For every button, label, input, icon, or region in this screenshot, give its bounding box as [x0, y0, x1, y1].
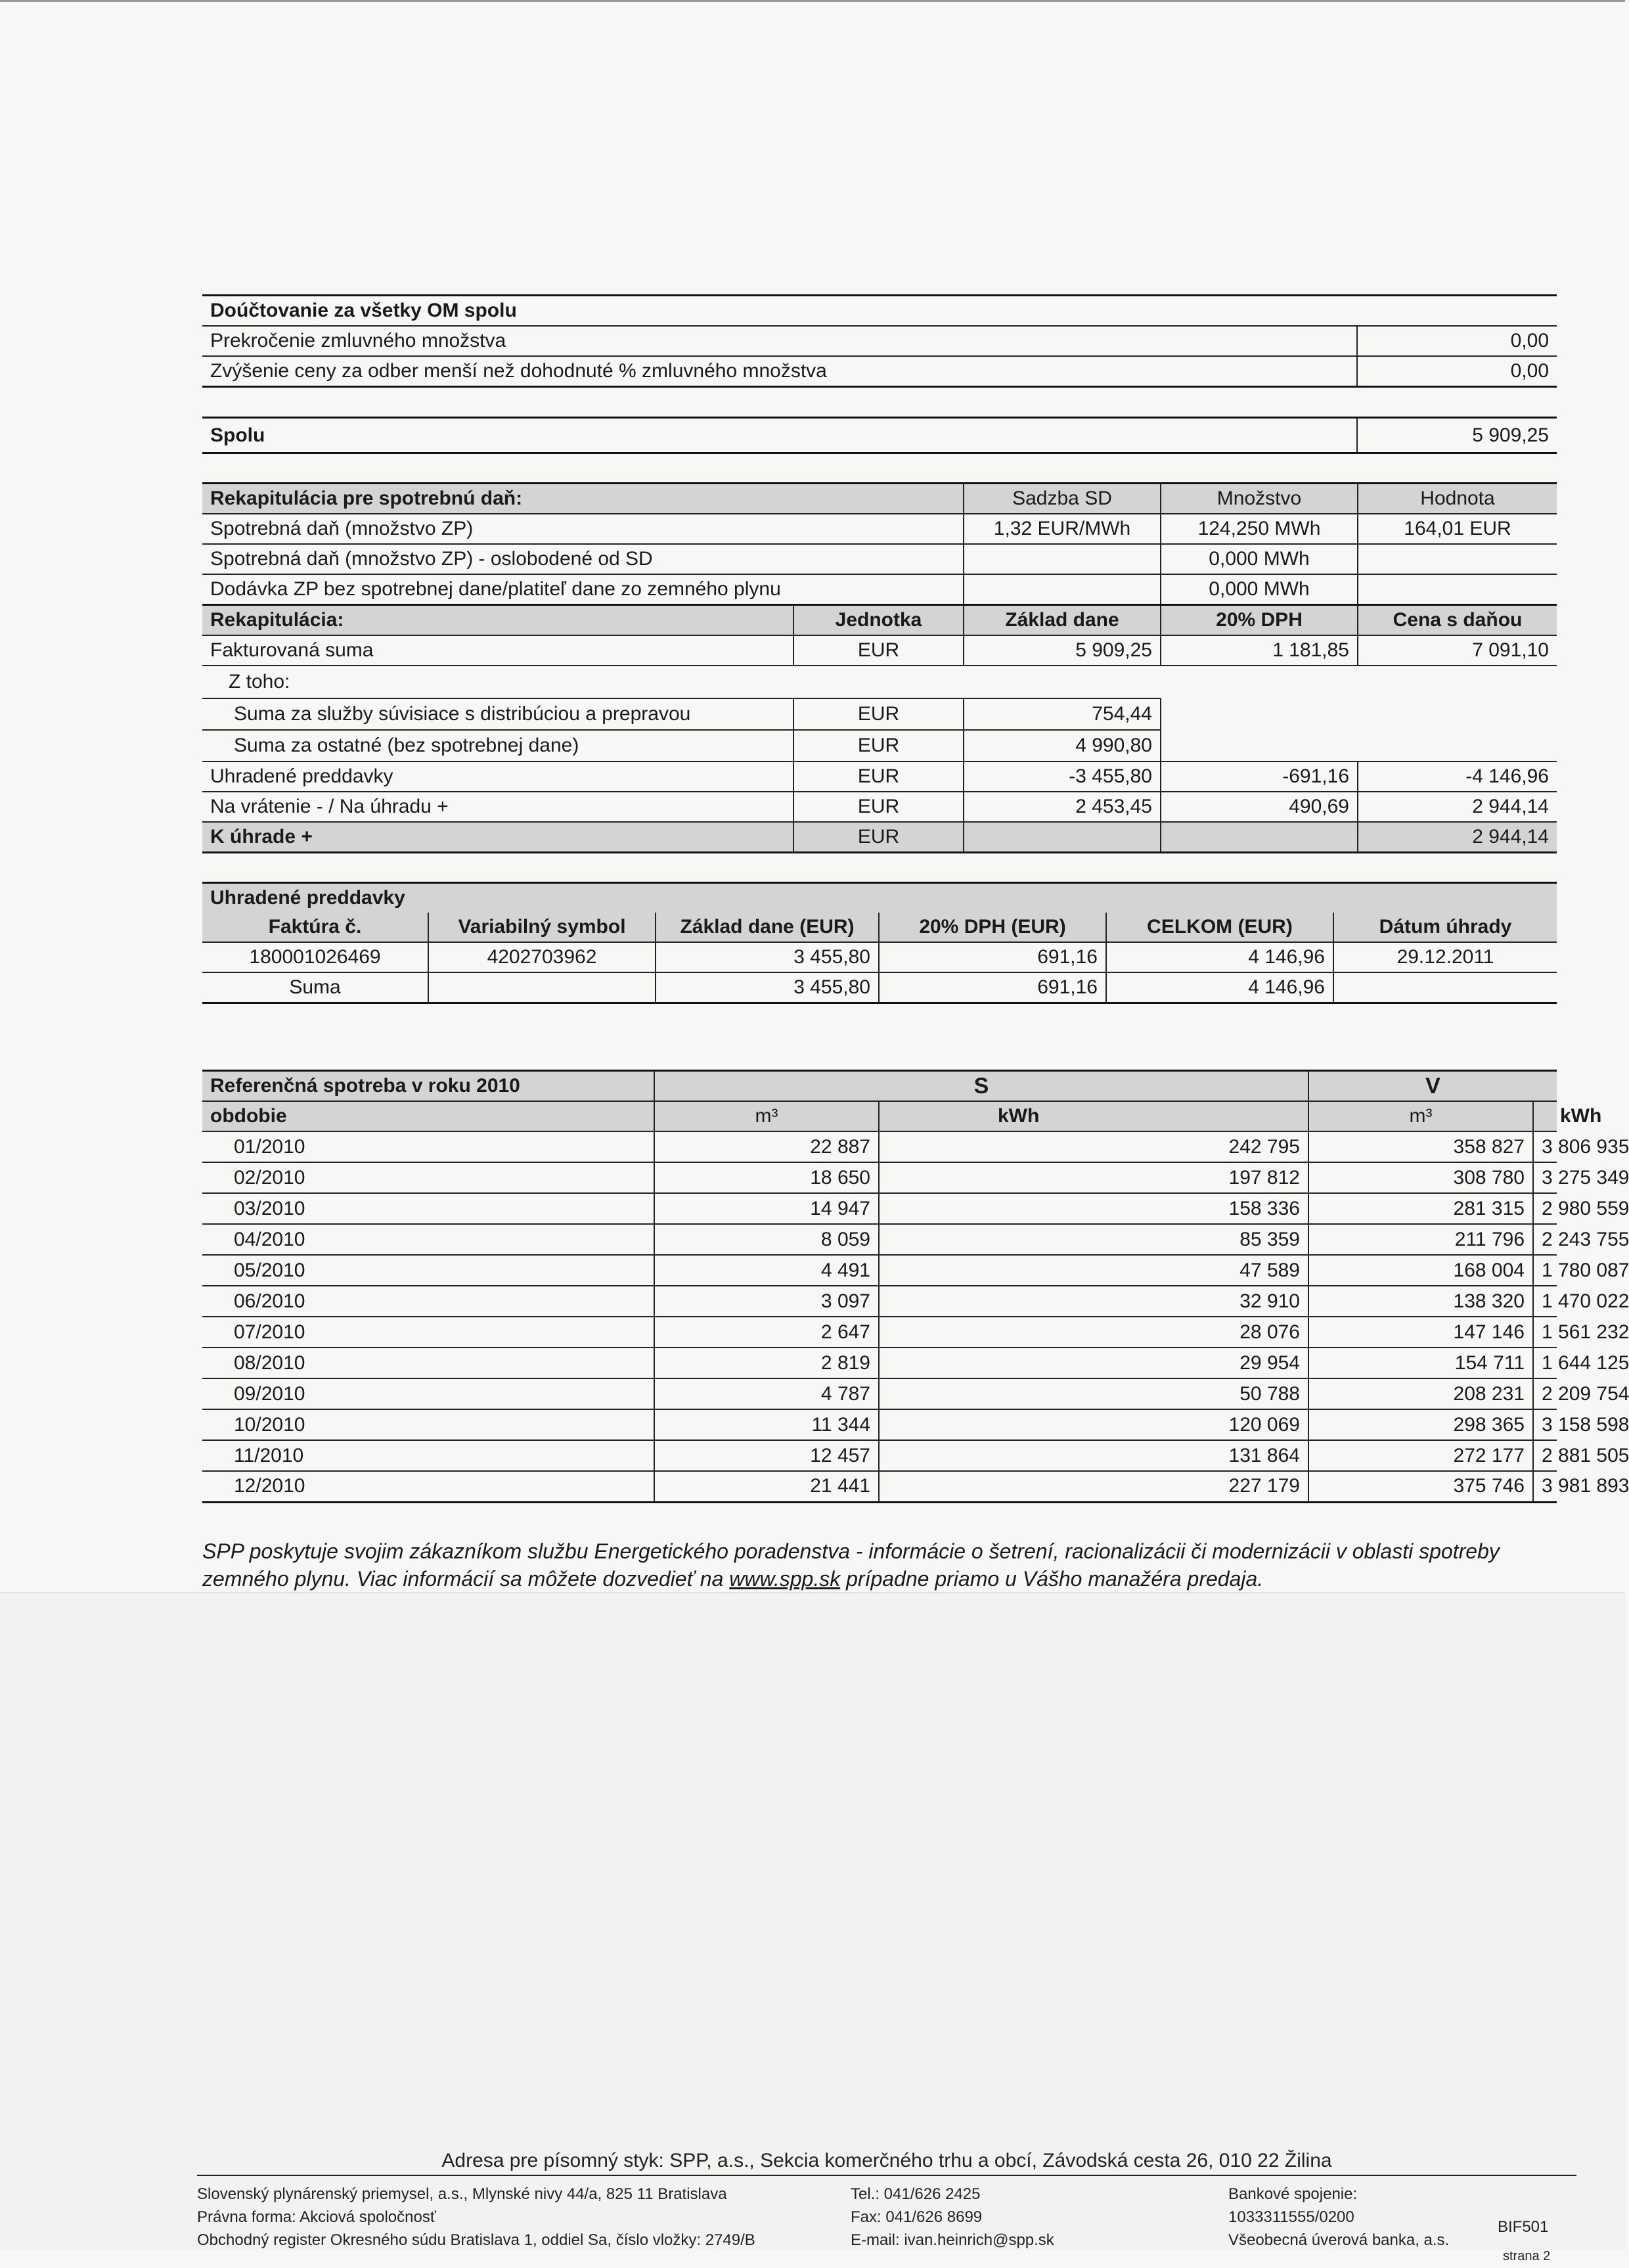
reference-body [202, 1131, 1629, 1502]
recap-total: 7 091,10 [1358, 635, 1557, 666]
excise-value: 164,01 EUR [1358, 514, 1557, 544]
recap-due-label: K úhrade + [202, 822, 793, 853]
advances-total: 4 146,96 [1106, 942, 1333, 972]
recap-sub-row [202, 698, 1557, 730]
bank-line: 1033311555/0200 [1228, 2208, 1354, 2226]
postal-address: Adresa pre písomný styk: SPP, a.s., Sekcia komerčného trhu a obcí, Závodská cesta 26, 010 22 Žilina [197, 2150, 1576, 2176]
company-info [197, 2183, 755, 2252]
reference-v-m3: 272 177 [1308, 1440, 1533, 1471]
settlement-row [202, 356, 1557, 387]
recap-base-header: Základ dane [964, 605, 1161, 636]
recap-base: 4 990,80 [964, 730, 1161, 761]
recap-unit: EUR [793, 761, 964, 792]
advances-header: Variabilný symbol [428, 913, 656, 942]
recap-vat-header: 20% DPH [1161, 605, 1358, 636]
reference-v-kwh: 3 158 598 [1533, 1409, 1557, 1440]
reference-s-kwh: 242 795 [879, 1131, 1308, 1162]
reference-period: 03/2010 [234, 1197, 305, 1219]
recap-base: -3 455,80 [964, 761, 1161, 792]
reference-s-kwh: 85 359 [879, 1224, 1308, 1255]
reference-s-kwh: 120 069 [879, 1409, 1308, 1440]
reference-period: 08/2010 [234, 1351, 305, 1374]
company-line: Právna forma: Akciová spoločnosť [197, 2208, 436, 2226]
excise-rate-header: Sadzba SD [964, 484, 1161, 514]
recap-sub-row [202, 730, 1557, 761]
document-code: BIF501 [1498, 2218, 1549, 2236]
reference-s-m3: 14 947 [654, 1193, 879, 1224]
reference-title: Referenčná spotreba v roku 2010 [202, 1071, 654, 1102]
reference-v-kwh: 1 644 125 [1533, 1348, 1557, 1378]
reference-v-kwh: 2 980 559 [1533, 1193, 1557, 1224]
reference-row [202, 1409, 1557, 1440]
reference-row [202, 1440, 1557, 1471]
contact-line: E-mail: ivan.heinrich@spp.sk [851, 2231, 1054, 2249]
recap-invoiced-row [202, 635, 1557, 666]
excise-value-header: Hodnota [1358, 484, 1557, 514]
excise-title: Rekapitulácia pre spotrebnú daň: [202, 484, 964, 514]
reference-v-m3: 138 320 [1308, 1286, 1533, 1317]
reference-period: 09/2010 [234, 1382, 305, 1405]
reference-v-kwh: 3 806 935 [1533, 1131, 1557, 1162]
bank-line: Všeobecná úverová banka, a.s. [1228, 2231, 1450, 2249]
reference-row [202, 1255, 1557, 1286]
settlement-value: 0,00 [1357, 356, 1557, 387]
reference-period: 01/2010 [234, 1135, 305, 1158]
reference-v-kwh: 2 209 754 [1533, 1378, 1557, 1409]
recap-base: 2 453,45 [964, 792, 1161, 822]
recap-label: Suma za ostatné (bez spotrebnej dane) [202, 730, 793, 761]
reference-v-m3: 375 746 [1308, 1471, 1533, 1502]
reference-row [202, 1193, 1557, 1224]
recap-unit: EUR [793, 698, 964, 730]
reference-period: 12/2010 [234, 1475, 305, 1497]
reference-s-kwh: 28 076 [879, 1317, 1308, 1348]
advisory-link[interactable]: www.spp.sk [729, 1567, 841, 1591]
reference-v-kwh: 2 243 755 [1533, 1224, 1557, 1255]
reference-v-kwh: 3 275 349 [1533, 1162, 1557, 1193]
reference-row [202, 1131, 1557, 1162]
reference-period-header: obdobie [202, 1101, 654, 1131]
excise-label: Dodávka ZP bez spotrebnej dane/platiteľ dane zo zemného plynu [210, 578, 781, 600]
advances-title-row [202, 883, 1557, 913]
excise-qty: 0,000 MWh [1161, 574, 1358, 605]
reference-v-m3: 208 231 [1308, 1378, 1533, 1409]
excise-value [1358, 574, 1557, 605]
reference-s-kwh: 50 788 [879, 1378, 1308, 1409]
recap-unit-header: Jednotka [793, 605, 964, 636]
recap-due-total: 2 944,14 [1358, 822, 1557, 853]
reference-period: 07/2010 [234, 1321, 305, 1343]
recap-label: Suma za služby súvisiace s distribúciou a prepravou [202, 698, 793, 730]
reference-s-kwh: 227 179 [879, 1471, 1308, 1502]
settlement-label: Zvýšenie ceny za odber menší než dohodnuté % zmluvného množstva [210, 360, 827, 382]
advisory-note [202, 1537, 1562, 1593]
advances-vat: 691,16 [879, 942, 1106, 972]
reference-v-m3: 147 146 [1308, 1317, 1533, 1348]
reference-period: 11/2010 [234, 1444, 304, 1466]
advisory-text: SPP poskytuje svojim zákazníkom službu Energetického poradenstva - informácie o šetrení, racionalizácii či modernizácii v oblasti spotreby zemného plynu. Viac informácií sa môžete dozvedieť na [202, 1539, 1500, 1591]
advances-row [202, 942, 1557, 972]
contact-info [851, 2183, 1054, 2252]
recap-label: Fakturovaná suma [210, 639, 374, 661]
advances-header: CELKOM (EUR) [1106, 913, 1333, 942]
advances-table [202, 882, 1557, 1004]
reference-s-m3: 4 491 [654, 1255, 879, 1286]
reference-s-m3: 12 457 [654, 1440, 879, 1471]
advisory-text-end: prípadne priamo u Vášho manažéra predaja. [840, 1567, 1264, 1591]
reference-period: 10/2010 [234, 1413, 305, 1436]
reference-v-m3: 211 796 [1308, 1224, 1533, 1255]
reference-period: 02/2010 [234, 1166, 305, 1189]
excise-label: Spotrebná daň (množstvo ZP) [210, 518, 474, 539]
reference-s-m3: 3 097 [654, 1286, 879, 1317]
reference-table [202, 1070, 1629, 1503]
reference-s-m3: 18 650 [654, 1162, 879, 1193]
reference-v-kwh: 3 981 893 [1533, 1471, 1557, 1502]
excise-header-row [202, 484, 1557, 514]
recap-label: Na vrátenie - / Na úhradu + [210, 796, 449, 817]
reference-row [202, 1224, 1557, 1255]
reference-s-m3: 11 344 [654, 1409, 879, 1440]
scan-top-edge [0, 0, 1625, 2]
total-value: 5 909,25 [1357, 418, 1557, 453]
reference-s-m3: 4 787 [654, 1378, 879, 1409]
excise-label: Spotrebná daň (množstvo ZP) - oslobodené od SD [210, 548, 653, 570]
recap-vat: 1 181,85 [1161, 635, 1358, 666]
bank-line: Bankové spojenie: [1228, 2185, 1358, 2203]
advances-header: 20% DPH (EUR) [879, 913, 1106, 942]
excise-rate [964, 574, 1161, 605]
reference-v-kwh: 1 561 232 [1533, 1317, 1557, 1348]
reference-unit-kwh: kWh [1533, 1101, 1557, 1131]
reference-s-m3: 22 887 [654, 1131, 879, 1162]
company-line: Obchodný register Okresného súdu Bratislava 1, oddiel Sa, číslo vložky: 2749/B [197, 2231, 755, 2249]
contact-line: Fax: 041/626 8699 [851, 2208, 983, 2226]
page-number: strana 2 [1503, 2249, 1551, 2263]
total-label: Spolu [210, 424, 265, 446]
reference-unit-kwh: kWh [879, 1101, 1308, 1131]
reference-group-v: V [1308, 1071, 1557, 1102]
reference-v-m3: 168 004 [1308, 1255, 1533, 1286]
advances-date: 29.12.2011 [1333, 942, 1557, 972]
recap-vat: -691,16 [1161, 761, 1358, 792]
recap-base: 5 909,25 [964, 635, 1161, 666]
recap-title: Rekapitulácia: [202, 605, 793, 636]
contact-line: Tel.: 041/626 2425 [851, 2185, 981, 2203]
company-imprint [197, 2150, 1576, 2268]
recap-unit: EUR [793, 792, 964, 822]
advances-title: Uhradené preddavky [202, 883, 1557, 913]
excise-qty-header: Množstvo [1161, 484, 1358, 514]
reference-v-m3: 358 827 [1308, 1131, 1533, 1162]
settlement-label: Prekročenie zmluvného množstva [210, 330, 506, 352]
total-table [202, 417, 1557, 454]
advances-sum-total: 4 146,96 [1106, 972, 1333, 1003]
advances-sum-vat: 691,16 [879, 972, 1106, 1003]
reference-s-kwh: 29 954 [879, 1348, 1308, 1378]
advances-invoice: 180001026469 [249, 946, 381, 968]
reference-row [202, 1471, 1557, 1502]
advances-sum-row [202, 972, 1557, 1003]
recap-vat: 490,69 [1161, 792, 1358, 822]
company-line: Slovenský plynárenský priemysel, a.s., Mlynské nivy 44/a, 825 11 Bratislava [197, 2185, 727, 2203]
reference-s-m3: 2 819 [654, 1348, 879, 1378]
reference-unit-m3: m³ [654, 1101, 879, 1131]
reference-unit-m3: m³ [1308, 1101, 1533, 1131]
recap-total-header: Cena s daňou [1358, 605, 1557, 636]
reference-period: 05/2010 [234, 1259, 305, 1281]
reference-s-kwh: 158 336 [879, 1193, 1308, 1224]
excise-qty: 124,250 MWh [1161, 514, 1358, 544]
settlement-value: 0,00 [1357, 326, 1557, 356]
recap-unit: EUR [793, 635, 964, 666]
recap-total: 2 944,14 [1358, 792, 1557, 822]
recap-unit: EUR [793, 730, 964, 761]
advances-base: 3 455,80 [656, 942, 879, 972]
advances-sum-base: 3 455,80 [656, 972, 879, 1003]
recap-due-unit: EUR [793, 822, 964, 853]
reference-s-m3: 2 647 [654, 1317, 879, 1348]
excise-rate: 1,32 EUR/MWh [964, 514, 1161, 544]
advances-vs: 4202703962 [428, 942, 656, 972]
recap-label: Uhradené preddavky [210, 765, 393, 787]
recap-due-row [202, 822, 1557, 853]
recap-base: 754,44 [964, 698, 1161, 730]
settlement-header-row [202, 296, 1557, 327]
excise-row [202, 514, 1557, 544]
reference-period: 04/2010 [234, 1228, 305, 1250]
recap-header-row [202, 605, 1557, 636]
reference-group-s: S [654, 1071, 1308, 1102]
advances-header: Základ dane (EUR) [656, 913, 879, 942]
reference-v-m3: 154 711 [1308, 1348, 1533, 1378]
reference-row [202, 1286, 1557, 1317]
settlement-row [202, 326, 1557, 356]
reference-row [202, 1348, 1557, 1378]
excise-value [1358, 544, 1557, 574]
bank-info [1228, 2183, 1449, 2252]
reference-row [202, 1317, 1557, 1348]
reference-v-m3: 308 780 [1308, 1162, 1533, 1193]
excise-recap-table [202, 482, 1557, 853]
settlement-table [202, 294, 1557, 388]
reference-v-kwh: 1 470 022 [1533, 1286, 1557, 1317]
total-row [202, 418, 1557, 453]
advances-header: Faktúra č. [202, 913, 428, 942]
reference-title-row [202, 1071, 1557, 1102]
reference-v-kwh: 1 780 087 [1533, 1255, 1557, 1286]
reference-s-kwh: 32 910 [879, 1286, 1308, 1317]
reference-s-kwh: 47 589 [879, 1255, 1308, 1286]
reference-v-m3: 298 365 [1308, 1409, 1533, 1440]
advances-header: Dátum úhrady [1333, 913, 1557, 942]
recap-paid-row [202, 761, 1557, 792]
recap-total: -4 146,96 [1358, 761, 1557, 792]
reference-row [202, 1162, 1557, 1193]
excise-row [202, 544, 1557, 574]
advances-sum-label: Suma [289, 976, 341, 998]
reference-s-kwh: 197 812 [879, 1162, 1308, 1193]
advances-header-row [202, 913, 1557, 942]
excise-row [202, 574, 1557, 605]
excise-rate [964, 544, 1161, 574]
settlement-title: Doúčtovanie za všetky OM spolu [202, 296, 1557, 327]
reference-v-kwh: 2 881 505 [1533, 1440, 1557, 1471]
recap-of-which-label: Z toho: [229, 671, 290, 692]
reference-s-m3: 8 059 [654, 1224, 879, 1255]
reference-s-kwh: 131 864 [879, 1440, 1308, 1471]
reference-v-m3: 281 315 [1308, 1193, 1533, 1224]
reference-period: 06/2010 [234, 1290, 305, 1312]
reference-unit-row [202, 1101, 1557, 1131]
reference-row [202, 1378, 1557, 1409]
recap-refund-row [202, 792, 1557, 822]
excise-qty: 0,000 MWh [1161, 544, 1358, 574]
reference-s-m3: 21 441 [654, 1471, 879, 1502]
recap-of-which-row [202, 666, 1557, 698]
